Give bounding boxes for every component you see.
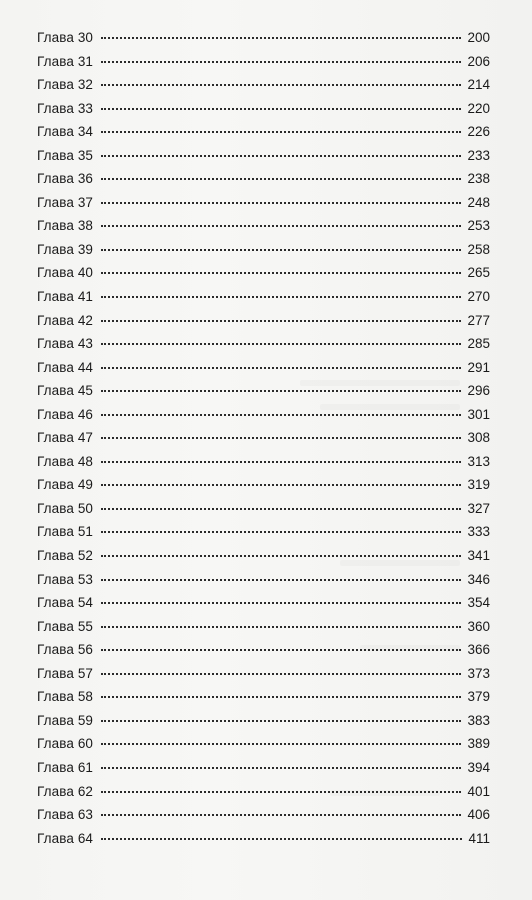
page-number: 389 [467, 736, 490, 752]
page-number: 253 [467, 218, 490, 234]
chapter-title: Глава 63 [37, 807, 94, 823]
chapter-title: Глава 42 [37, 312, 94, 328]
dot-leader [101, 813, 461, 816]
dot-leader [101, 154, 461, 157]
dot-leader [101, 107, 461, 110]
chapter-title: Глава 60 [37, 736, 94, 752]
page-number: 285 [467, 336, 490, 352]
page-number: 333 [467, 524, 490, 540]
toc-entry [37, 144, 490, 168]
toc-entry [37, 662, 490, 686]
toc-entry [37, 97, 490, 121]
dot-leader [101, 271, 461, 274]
dot-leader [101, 83, 461, 86]
chapter-title: Глава 35 [37, 147, 94, 163]
toc-entry [37, 26, 490, 50]
page-number: 411 [468, 830, 490, 846]
page-number: 277 [467, 312, 490, 328]
toc-entry [37, 732, 490, 756]
toc-entry [37, 167, 490, 191]
page-number: 313 [467, 453, 490, 469]
dot-leader [101, 695, 461, 698]
toc-entry [37, 803, 490, 827]
toc-entry [37, 403, 490, 427]
dot-leader [101, 295, 461, 298]
chapter-title: Глава 36 [37, 171, 94, 187]
page-number: 296 [467, 383, 490, 399]
toc-entry [37, 685, 490, 709]
dot-leader [101, 742, 461, 745]
page-number: 291 [467, 359, 490, 375]
chapter-title: Глава 48 [37, 453, 94, 469]
toc-entry [37, 473, 490, 497]
dot-leader [101, 625, 461, 628]
dot-leader [101, 436, 461, 439]
dot-leader [101, 342, 461, 345]
toc-entry [37, 520, 490, 544]
chapter-title: Глава 62 [37, 783, 94, 799]
dot-leader [101, 413, 461, 416]
toc-entry [37, 285, 490, 309]
page-number: 200 [467, 30, 490, 45]
dot-leader [101, 554, 461, 557]
dot-leader [101, 530, 461, 533]
toc-entry [37, 332, 490, 356]
chapter-title: Глава 46 [37, 406, 94, 422]
toc-entry [37, 309, 490, 333]
dot-leader [101, 201, 461, 204]
chapter-title: Глава 59 [37, 712, 94, 728]
page-number: 270 [467, 289, 490, 305]
toc-entry [37, 50, 490, 74]
chapter-title: Глава 58 [37, 689, 94, 705]
toc-entry [37, 615, 490, 639]
dot-leader [101, 224, 461, 227]
toc-entry [37, 238, 490, 262]
chapter-title: Глава 50 [37, 500, 94, 516]
page-number: 383 [467, 712, 490, 728]
toc-entry [37, 379, 490, 403]
page-number: 360 [467, 618, 490, 634]
toc-entry [37, 120, 490, 144]
dot-leader [101, 319, 461, 322]
dot-leader [101, 36, 461, 39]
toc-entry [37, 73, 490, 97]
chapter-title: Глава 39 [37, 241, 94, 257]
page-number: 401 [467, 783, 490, 799]
toc-entry [37, 191, 490, 215]
toc-entry [37, 426, 490, 450]
chapter-title: Глава 38 [37, 218, 94, 234]
toc-entry [37, 356, 490, 380]
chapter-title: Глава 55 [37, 618, 94, 634]
page-number: 327 [467, 500, 490, 516]
toc-entry [37, 756, 490, 780]
chapter-title: Глава 52 [37, 548, 94, 564]
dot-leader [101, 837, 462, 840]
dot-leader [101, 507, 461, 510]
chapter-title: Глава 56 [37, 642, 94, 658]
dot-leader [101, 766, 461, 769]
toc-entry [37, 780, 490, 804]
toc-entry [37, 450, 490, 474]
table-of-contents [37, 26, 490, 850]
chapter-title: Глава 31 [37, 53, 94, 69]
chapter-title: Глава 61 [37, 759, 94, 775]
dot-leader [101, 601, 461, 604]
dot-leader [101, 672, 461, 675]
chapter-title: Глава 54 [37, 595, 94, 611]
dot-leader [101, 648, 461, 651]
page-number: 354 [467, 595, 490, 611]
chapter-title: Глава 45 [37, 383, 94, 399]
toc-entry [37, 709, 490, 733]
page-number: 220 [467, 100, 490, 116]
chapter-title: Глава 30 [37, 30, 94, 45]
page-number: 265 [467, 265, 490, 281]
chapter-title: Глава 34 [37, 124, 94, 140]
toc-entry [37, 497, 490, 521]
dot-leader [101, 460, 461, 463]
toc-entry [37, 544, 490, 568]
chapter-title: Глава 37 [37, 194, 94, 210]
page-number: 373 [467, 665, 490, 681]
page-number: 379 [467, 689, 490, 705]
page-number: 233 [467, 147, 490, 163]
dot-leader [101, 578, 461, 581]
dot-leader [101, 483, 461, 486]
chapter-title: Глава 43 [37, 336, 94, 352]
page-number: 319 [467, 477, 490, 493]
dot-leader [101, 366, 461, 369]
page-number: 226 [467, 124, 490, 140]
page-number: 346 [467, 571, 490, 587]
dot-leader [101, 790, 461, 793]
toc-entry [37, 261, 490, 285]
page-number: 214 [467, 77, 490, 93]
chapter-title: Глава 53 [37, 571, 94, 587]
page-number: 406 [467, 807, 490, 823]
chapter-title: Глава 51 [37, 524, 94, 540]
toc-entry [37, 214, 490, 238]
chapter-title: Глава 40 [37, 265, 94, 281]
dot-leader [101, 389, 461, 392]
page-number: 308 [467, 430, 490, 446]
page-number: 301 [467, 406, 490, 422]
page-number: 206 [467, 53, 490, 69]
chapter-title: Глава 33 [37, 100, 94, 116]
page-number: 341 [467, 548, 490, 564]
page-number: 366 [467, 642, 490, 658]
page-number: 238 [467, 171, 490, 187]
page-number: 248 [467, 194, 490, 210]
toc-entry [37, 827, 490, 851]
toc-entry [37, 591, 490, 615]
page-number: 394 [467, 759, 490, 775]
dot-leader [101, 60, 461, 63]
chapter-title: Глава 47 [37, 430, 94, 446]
chapter-title: Глава 64 [37, 830, 94, 846]
dot-leader [101, 719, 461, 722]
chapter-title: Глава 32 [37, 77, 94, 93]
chapter-title: Глава 44 [37, 359, 94, 375]
dot-leader [101, 177, 461, 180]
dot-leader [101, 130, 461, 133]
chapter-title: Глава 41 [37, 289, 94, 305]
toc-entry [37, 568, 490, 592]
chapter-title: Глава 57 [37, 665, 94, 681]
page-number: 258 [467, 241, 490, 257]
chapter-title: Глава 49 [37, 477, 94, 493]
toc-entry [37, 638, 490, 662]
dot-leader [101, 248, 461, 251]
